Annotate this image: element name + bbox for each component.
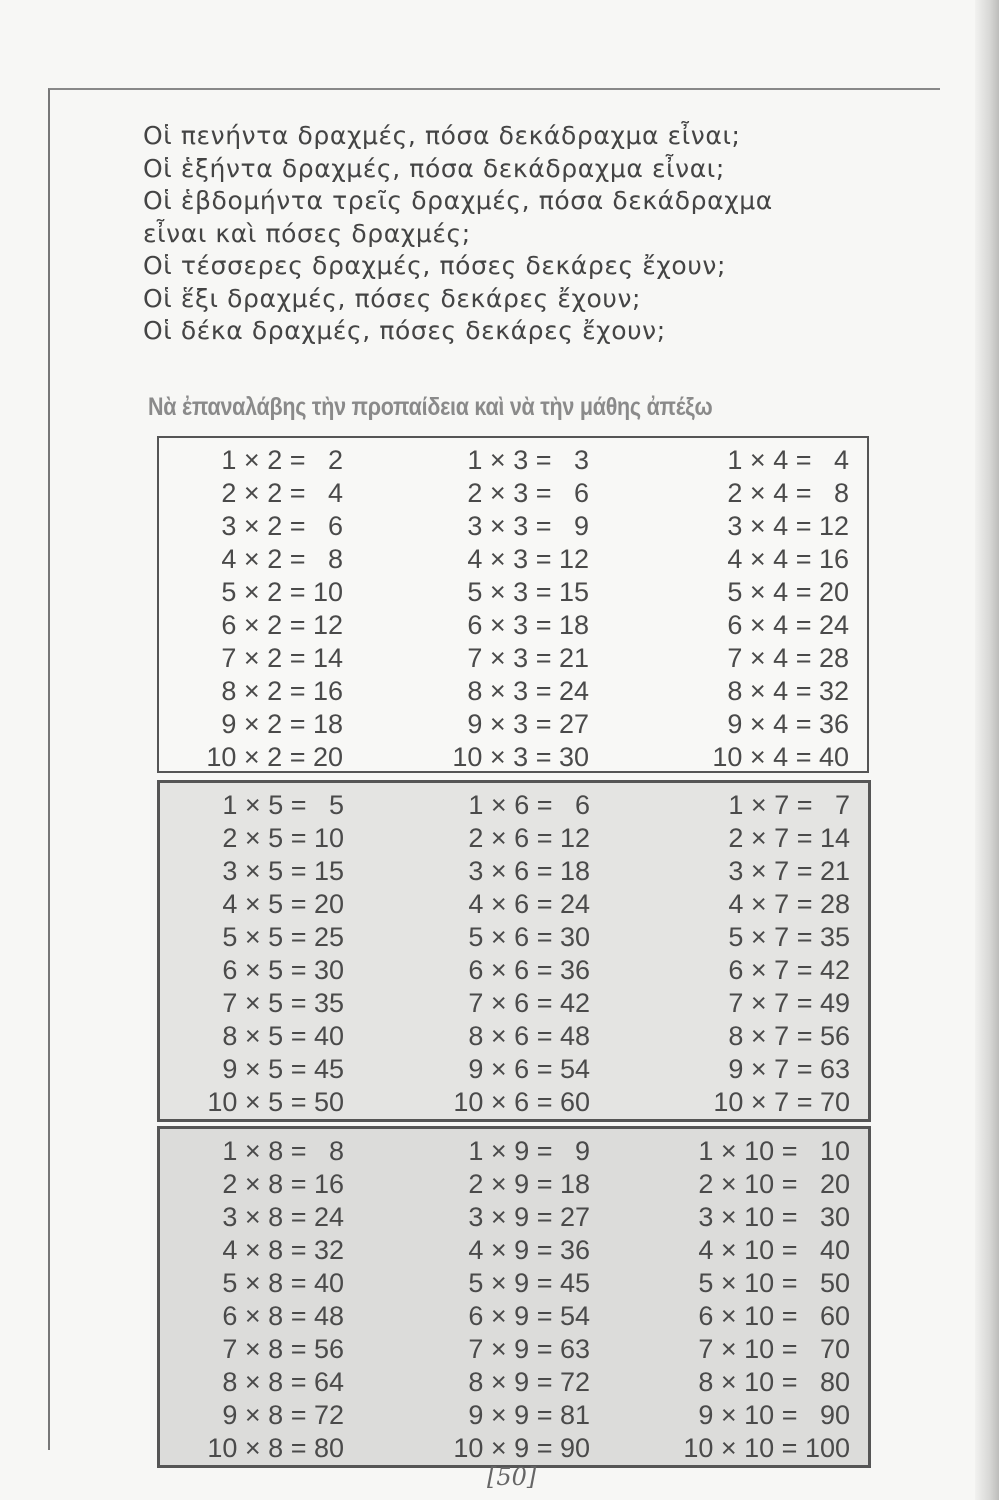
- multiplication-fact: 2 × 4 = 8: [727, 478, 849, 508]
- multiplication-fact: 4 × 10 = 40: [698, 1235, 850, 1265]
- multiplication-fact: 4 × 2 = 8: [221, 544, 343, 574]
- multiplication-fact: 5 × 2 = 10: [221, 577, 343, 607]
- multiplication-fact: 4 × 4 = 16: [727, 544, 849, 574]
- multiplication-fact: 3 × 8 = 24: [222, 1202, 344, 1232]
- multiplication-fact: 6 × 2 = 12: [221, 610, 343, 640]
- multiplication-fact: 10 × 4 = 40: [712, 742, 849, 772]
- times-table-box-2-4: [157, 436, 869, 773]
- multiplication-fact: 4 × 9 = 36: [468, 1235, 590, 1265]
- multiplication-fact: 7 × 2 = 14: [221, 643, 343, 673]
- multiplication-fact: 7 × 9 = 63: [468, 1334, 590, 1364]
- multiplication-fact: 5 × 9 = 45: [468, 1268, 590, 1298]
- multiplication-fact: 6 × 3 = 18: [467, 610, 589, 640]
- multiplication-fact: 3 × 2 = 6: [221, 511, 343, 541]
- multiplication-fact: 8 × 3 = 24: [467, 676, 589, 706]
- multiplication-fact: 8 × 5 = 40: [222, 1021, 344, 1051]
- multiplication-fact: 8 × 8 = 64: [222, 1367, 344, 1397]
- multiplication-fact: 6 × 10 = 60: [698, 1301, 850, 1331]
- multiplication-fact: 10 × 9 = 90: [453, 1433, 590, 1463]
- multiplication-heading: Νὰ ἐπαναλάβης τὴν προπαίδεια καὶ νὰ τὴν μάθης ἀπέξω: [148, 393, 713, 421]
- multiplication-fact: 3 × 4 = 12: [727, 511, 849, 541]
- question-line: Οἱ τέσσερες δραχμές, πόσες δεκάρες ἔχουν;: [143, 251, 726, 280]
- multiplication-fact: 9 × 9 = 81: [468, 1400, 590, 1430]
- multiplication-fact: 6 × 6 = 36: [468, 955, 590, 985]
- multiplication-fact: 3 × 10 = 30: [698, 1202, 850, 1232]
- multiplication-fact: 3 × 5 = 15: [222, 856, 344, 886]
- multiplication-fact: 2 × 8 = 16: [222, 1169, 344, 1199]
- multiplication-fact: 5 × 5 = 25: [222, 922, 344, 952]
- multiplication-fact: 4 × 7 = 28: [728, 889, 850, 919]
- multiplication-fact: 7 × 5 = 35: [222, 988, 344, 1018]
- multiplication-fact: 10 × 8 = 80: [207, 1433, 344, 1463]
- multiplication-fact: 2 × 7 = 14: [728, 823, 850, 853]
- multiplication-fact: 4 × 3 = 12: [467, 544, 589, 574]
- multiplication-fact: 8 × 10 = 80: [698, 1367, 850, 1397]
- multiplication-fact: 9 × 4 = 36: [727, 709, 849, 739]
- multiplication-fact: 9 × 7 = 63: [728, 1054, 850, 1084]
- times-table-box-5-7: [157, 780, 871, 1122]
- page-number: [50]: [487, 1463, 537, 1491]
- multiplication-fact: 7 × 6 = 42: [468, 988, 590, 1018]
- multiplication-fact: 7 × 10 = 70: [698, 1334, 850, 1364]
- multiplication-fact: 2 × 10 = 20: [698, 1169, 850, 1199]
- multiplication-fact: 2 × 9 = 18: [468, 1169, 590, 1199]
- multiplication-fact: 7 × 8 = 56: [222, 1334, 344, 1364]
- table-column: [660, 1135, 850, 1465]
- table-column: [659, 444, 849, 774]
- multiplication-fact: 7 × 7 = 49: [728, 988, 850, 1018]
- table-column: [660, 789, 850, 1119]
- multiplication-fact: 2 × 2 = 4: [221, 478, 343, 508]
- multiplication-fact: 10 × 10 = 100: [683, 1433, 850, 1463]
- multiplication-fact: 9 × 6 = 54: [468, 1054, 590, 1084]
- question-line: εἶναι καὶ πόσες δραχμές;: [143, 218, 471, 248]
- question-line: Οἱ ἑξήντα δραχμές, πόσα δεκάδραχμα εἶναι;: [143, 153, 725, 183]
- multiplication-fact: 6 × 7 = 42: [728, 955, 850, 985]
- multiplication-fact: 6 × 9 = 54: [468, 1301, 590, 1331]
- multiplication-fact: 9 × 2 = 18: [221, 709, 343, 739]
- multiplication-fact: 3 × 9 = 27: [468, 1202, 590, 1232]
- table-column: [420, 789, 590, 1119]
- table-column: [420, 1135, 590, 1465]
- multiplication-fact: 6 × 4 = 24: [727, 610, 849, 640]
- multiplication-fact: 8 × 9 = 72: [468, 1367, 590, 1397]
- multiplication-fact: 5 × 7 = 35: [728, 922, 850, 952]
- multiplication-fact: 1 × 5 = 5: [222, 790, 344, 820]
- question-line: Οἱ πενήντα δραχμές, πόσα δεκάδραχμα εἶναι;: [143, 121, 741, 150]
- table-column: [419, 444, 589, 774]
- multiplication-fact: 4 × 8 = 32: [222, 1235, 344, 1265]
- multiplication-fact: 7 × 3 = 21: [467, 643, 589, 673]
- multiplication-fact: 8 × 7 = 56: [728, 1021, 850, 1051]
- multiplication-fact: 5 × 10 = 50: [698, 1268, 850, 1298]
- multiplication-fact: 2 × 3 = 6: [467, 478, 589, 508]
- multiplication-fact: 8 × 2 = 16: [221, 676, 343, 706]
- multiplication-fact: 9 × 10 = 90: [698, 1400, 850, 1430]
- multiplication-fact: 3 × 7 = 21: [728, 856, 850, 886]
- multiplication-fact: 9 × 3 = 27: [467, 709, 589, 739]
- questions-block: [143, 120, 943, 348]
- multiplication-fact: 10 × 2 = 20: [206, 742, 343, 772]
- multiplication-fact: 8 × 6 = 48: [468, 1021, 590, 1051]
- multiplication-fact: 2 × 5 = 10: [222, 823, 344, 853]
- multiplication-fact: 3 × 3 = 9: [467, 511, 589, 541]
- multiplication-fact: 10 × 7 = 70: [713, 1087, 850, 1117]
- multiplication-fact: 10 × 3 = 30: [452, 742, 589, 772]
- multiplication-fact: 5 × 8 = 40: [222, 1268, 344, 1298]
- multiplication-fact: 1 × 4 = 4: [727, 445, 849, 475]
- table-column: [166, 1135, 344, 1465]
- multiplication-fact: 1 × 7 = 7: [728, 790, 850, 820]
- multiplication-fact: 4 × 5 = 20: [222, 889, 344, 919]
- table-column: [165, 444, 343, 774]
- multiplication-fact: 1 × 10 = 10: [698, 1136, 850, 1166]
- multiplication-fact: 1 × 8 = 8: [222, 1136, 344, 1166]
- multiplication-fact: 10 × 5 = 50: [207, 1087, 344, 1117]
- multiplication-fact: 4 × 6 = 24: [468, 889, 590, 919]
- multiplication-fact: 5 × 6 = 30: [468, 922, 590, 952]
- multiplication-fact: 6 × 8 = 48: [222, 1301, 344, 1331]
- table-column: [166, 789, 344, 1119]
- question-line: Οἱ ἑβδομήντα τρεῖς δραχμές, πόσα δεκάδραχμα: [143, 186, 773, 215]
- question-line: Οἱ δέκα δραχμές, πόσες δεκάρες ἔχουν;: [143, 316, 666, 345]
- multiplication-fact: 1 × 3 = 3: [467, 445, 589, 475]
- multiplication-fact: 9 × 8 = 72: [222, 1400, 344, 1430]
- multiplication-fact: 1 × 6 = 6: [468, 790, 590, 820]
- multiplication-fact: 9 × 5 = 45: [222, 1054, 344, 1084]
- multiplication-fact: 3 × 6 = 18: [468, 856, 590, 886]
- times-table-box-8-10: [157, 1126, 871, 1468]
- multiplication-fact: 2 × 6 = 12: [468, 823, 590, 853]
- book-spine-edge: [975, 0, 999, 1500]
- multiplication-fact: 6 × 5 = 30: [222, 955, 344, 985]
- multiplication-fact: 1 × 2 = 2: [221, 445, 343, 475]
- multiplication-fact: 8 × 4 = 32: [727, 676, 849, 706]
- multiplication-fact: 5 × 3 = 15: [467, 577, 589, 607]
- multiplication-fact: 10 × 6 = 60: [453, 1087, 590, 1117]
- multiplication-fact: 1 × 9 = 9: [468, 1136, 590, 1166]
- multiplication-fact: 5 × 4 = 20: [727, 577, 849, 607]
- question-line: Οἱ ἕξι δραχμές, πόσες δεκάρες ἔχουν;: [143, 283, 642, 313]
- multiplication-fact: 7 × 4 = 28: [727, 643, 849, 673]
